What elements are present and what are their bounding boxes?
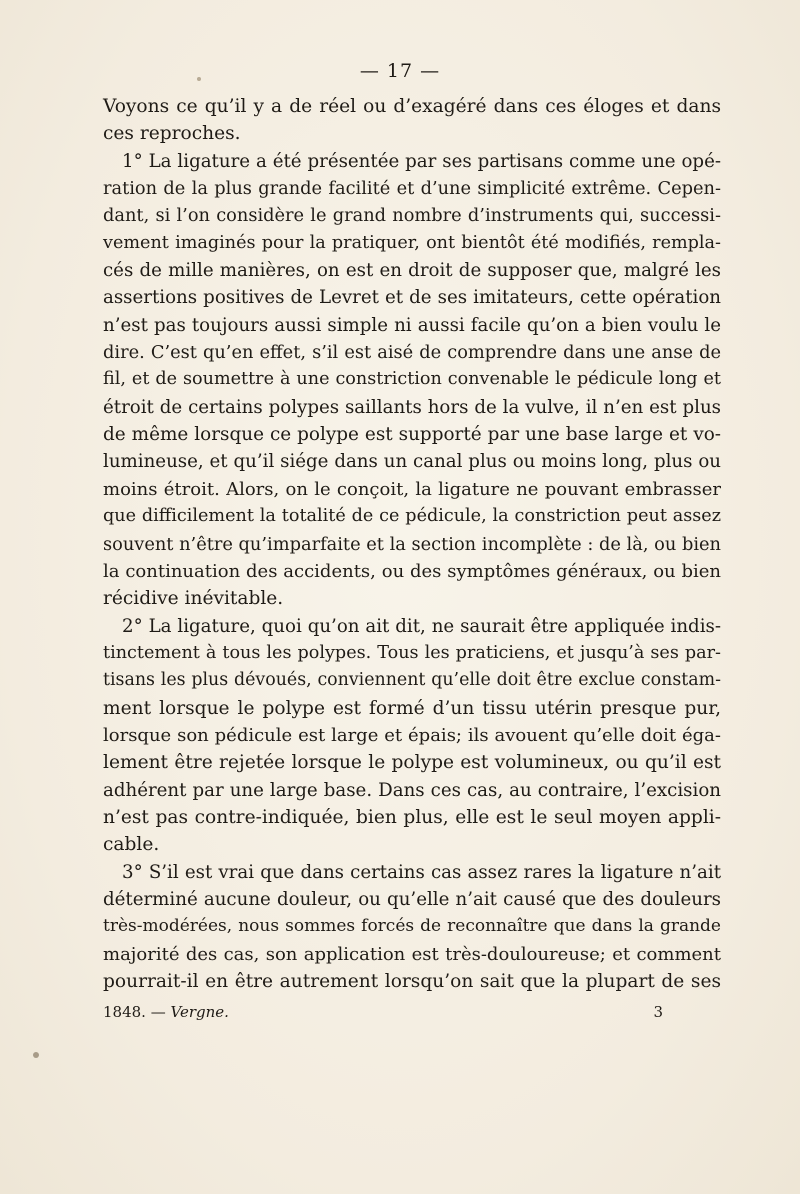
text-line: dant, si l’on considère le grand nombre d’instruments qui, successi-: [103, 205, 721, 227]
text-line: récidive inévitable.: [103, 588, 284, 610]
text-line: de même lorsque ce polype est supporté par une base large et vo-: [103, 424, 721, 446]
text-line: ces reproches.: [103, 123, 241, 145]
text-line: lorsque son pédicule est large et épais; ils avouent qu’elle doit éga-: [103, 724, 721, 746]
text-line: vement imaginés pour la pratiquer, ont bientôt été modifiés, rempla-: [103, 232, 721, 253]
text-line: moins étroit. Alors, on le conçoit, la ligature ne pouvant embrasser: [103, 478, 721, 500]
text-line: 1° La ligature a été présentée par ses partisans comme une opé-: [122, 150, 721, 172]
paper-speck: [197, 77, 201, 81]
text-line: pourrait-il en être autrement lorsqu’on sait que la plupart de ses: [103, 971, 721, 992]
text-line: cable.: [103, 834, 160, 856]
text-line: 2° La ligature, quoi qu’on ait dit, ne saurait être appliquée indis-: [122, 615, 721, 637]
text-line: Voyons ce qu’il y a de réel ou d’exagéré dans ces éloges et dans: [103, 96, 721, 117]
text-line: 3° S’il est vrai que dans certains cas assez rares la ligature n’ait: [122, 861, 721, 883]
text-line: majorité des cas, son application est très-douloureuse; et comment: [103, 943, 721, 965]
footer-year: 1848. —: [103, 1003, 166, 1021]
text-line: la continuation des accidents, ou des symptômes généraux, ou bien: [103, 560, 721, 582]
text-line: très-modérées, nous sommes forcés de reconnaître que dans la grande: [103, 916, 721, 937]
text-line: étroit de certains polypes saillants hors de la vulve, il n’en est plus: [103, 396, 721, 418]
text-line: cés de mille manières, on est en droit de supposer que, malgré les: [103, 260, 721, 282]
footer-author: Vergne.: [170, 1003, 229, 1021]
text-line: lumineuse, et qu’il siége dans un canal plus ou moins long, plus ou: [103, 451, 721, 473]
text-line: tinctement à tous les polypes. Tous les praticiens, et jusqu’à ses par-: [103, 642, 721, 663]
text-line: ment lorsque le polype est formé d’un tissu utérin presque pur,: [103, 697, 721, 719]
paper-speck: [33, 1052, 39, 1058]
text-line: fil, et de soumettre à une constriction convenable le pédicule long et: [103, 369, 721, 390]
text-line: dire. C’est qu’en effet, s’il est aisé de comprendre dans une anse de: [103, 342, 721, 364]
text-line: souvent n’être qu’imparfaite et la section incomplète : de là, ou bien: [103, 533, 721, 555]
text-line: n’est pas contre-indiquée, bien plus, elle est le seul moyen appli-: [103, 806, 721, 828]
text-line: n’est pas toujours aussi simple ni aussi facile qu’on a bien voulu le: [103, 314, 721, 336]
text-line: déterminé aucune douleur, ou qu’elle n’ait causé que des douleurs: [103, 888, 721, 910]
text-line: tisans les plus dévoués, conviennent qu’elle doit être exclue constam-: [103, 670, 721, 691]
text-line: assertions positives de Levret et de ses imitateurs, cette opération: [103, 287, 721, 309]
text-line: lement être rejetée lorsque le polype est volumineux, ou qu’il est: [103, 752, 721, 774]
body-text: [103, 93, 721, 995]
footer-imprint: [103, 1002, 229, 1022]
page-number: — 17 —: [359, 60, 441, 82]
text-line: adhérent par une large base. Dans ces cas, au contraire, l’excision: [103, 779, 721, 801]
footer-signature-mark: 3: [653, 1003, 663, 1021]
text-line: ration de la plus grande facilité et d’une simplicité extrême. Cepen-: [103, 178, 721, 200]
page-footer: [103, 1002, 663, 1022]
text-line: que difficilement la totalité de ce pédicule, la constriction peut assez: [103, 506, 721, 527]
